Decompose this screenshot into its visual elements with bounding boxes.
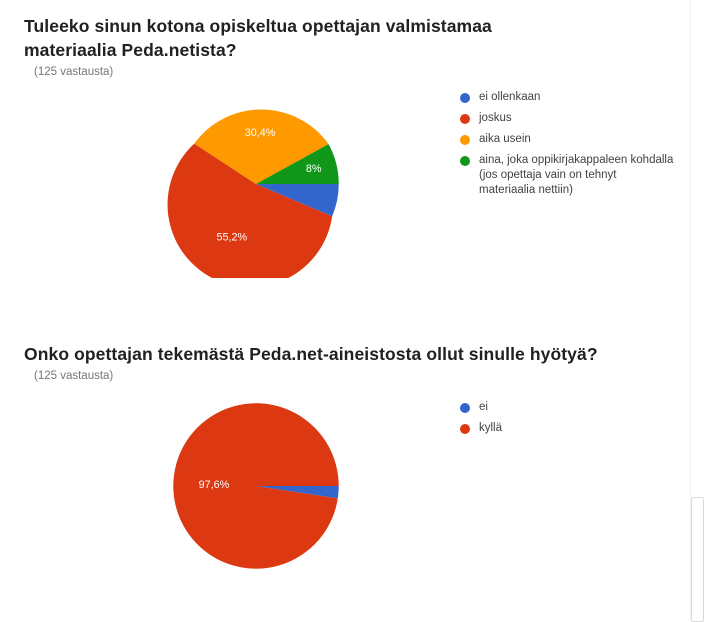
legend-item-aina[interactable] <box>460 153 690 198</box>
legend-item-ei-ollenkaan[interactable] <box>460 90 690 105</box>
pie-label-aika-usein: 30,4% <box>244 127 276 140</box>
legend-1 <box>460 90 690 204</box>
pie-chart-1-svg <box>162 90 350 278</box>
chart-area-1 <box>0 78 706 308</box>
pie-chart-2[interactable] <box>162 392 350 580</box>
legend-2 <box>460 400 690 442</box>
legend-label: ei ollenkaan <box>479 91 541 103</box>
question-title-1: Tuleeko sinun kotona opiskeltua opettajan valmistamaa materiaalia Peda.netista? <box>24 16 492 60</box>
pie-label-aina: 8% <box>305 162 322 175</box>
vertical-scrollbar-thumb[interactable] <box>691 497 704 622</box>
legend-color-dot-icon <box>460 424 470 434</box>
legend-color-dot-icon <box>460 156 470 166</box>
legend-label: kyllä <box>479 422 503 434</box>
legend-color-dot-icon <box>460 114 470 124</box>
legend-label: aika usein <box>479 133 531 145</box>
legend-color-dot-icon <box>460 135 470 145</box>
pie-chart-2-svg <box>162 392 350 580</box>
question-title-2: Onko opettajan tekemästä Peda.net-aineistosta ollut sinulle hyötyä? <box>24 344 598 364</box>
legend-color-dot-icon <box>460 93 470 103</box>
legend-color-dot-icon <box>460 403 470 413</box>
pie-chart-1[interactable] <box>162 90 350 278</box>
legend-label: aina, joka oppikirjakappaleen kohdalla (jos opettaja vain on tehnyt materiaalia nettiin) <box>479 154 674 196</box>
legend-item-aika-usein[interactable] <box>460 132 690 147</box>
legend-label: joskus <box>479 112 512 124</box>
pie-label-joskus: 55,2% <box>216 231 248 244</box>
question-responses-1: (125 vastausta) <box>34 66 114 78</box>
question-responses-2: (125 vastausta) <box>34 370 114 382</box>
vertical-scrollbar-track[interactable] <box>690 0 706 620</box>
legend-item-ei[interactable] <box>460 400 690 415</box>
legend-label: ei <box>479 401 488 413</box>
chart-area-2 <box>0 382 706 602</box>
pie-label-kylla: 97,6% <box>198 478 230 491</box>
question-block-2 <box>0 330 706 620</box>
legend-item-joskus[interactable] <box>460 111 690 126</box>
legend-item-kylla[interactable] <box>460 421 690 436</box>
